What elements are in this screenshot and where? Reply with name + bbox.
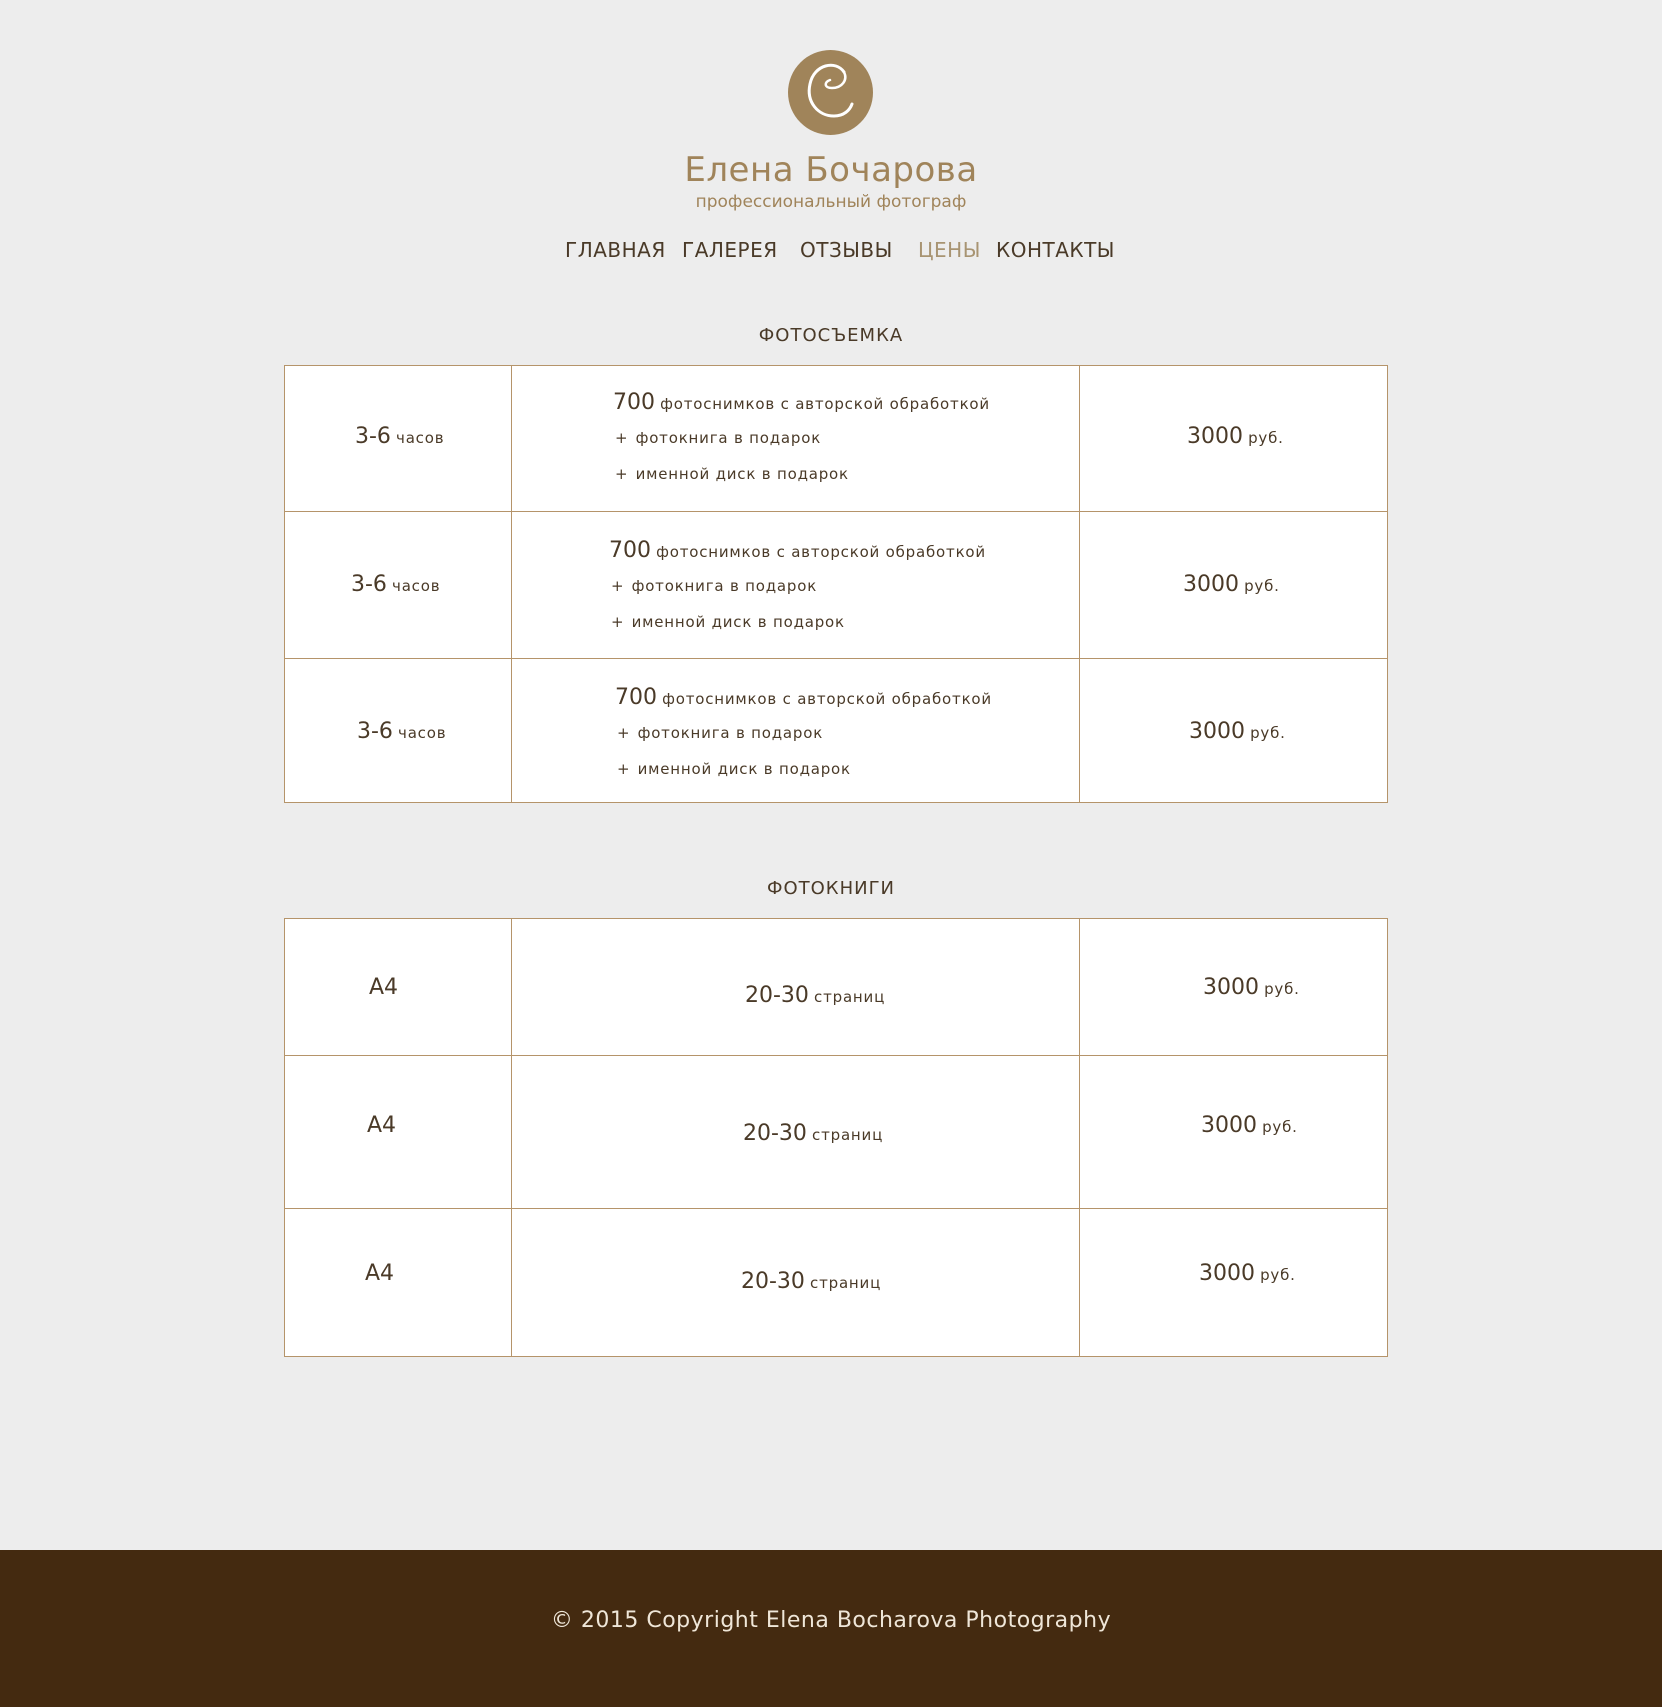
format-cell: А4 [365,1261,395,1286]
extra-line: + фотокнига в подарок [615,429,822,447]
nav-item-home[interactable]: ГЛАВНАЯ [565,238,666,262]
photoshoot-title: ФОТОСЪЕМКА [758,325,904,346]
table-row [285,659,1387,802]
pages-cell: 20-30 страниц [745,983,886,1008]
price-cell: 3000 руб. [1199,1261,1296,1286]
duration-cell: 3-6 часов [351,572,441,597]
extra-line: + фотокнига в подарок [617,724,824,742]
photobooks-table [284,918,1388,1357]
nav-item-contacts[interactable]: КОНТАКТЫ [996,238,1115,262]
nav-item-prices[interactable]: ЦЕНЫ [918,238,981,262]
logo-icon[interactable] [788,50,873,135]
extra-line: + фотокнига в подарок [611,577,818,595]
extra-line: + именной диск в подарок [617,760,851,778]
photoshoot-table [284,365,1388,803]
price-cell: 3000 руб. [1201,1113,1298,1138]
table-row [285,512,1387,659]
table-row [285,919,1387,1056]
format-cell: А4 [369,975,399,1000]
nav-item-reviews[interactable]: ОТЗЫВЫ [800,238,893,262]
table-row [285,1056,1387,1209]
brand-subtitle: профессиональный фотограф [695,192,967,212]
nav-item-gallery[interactable]: ГАЛЕРЕЯ [682,238,778,262]
format-cell: А4 [367,1113,397,1138]
duration-cell: 3-6 часов [357,719,447,744]
photobooks-title: ФОТОКНИГИ [766,878,896,899]
price-cell: 3000 руб. [1183,572,1280,597]
photos-line: 700 фотоснимков с авторской обработкой [615,685,992,710]
price-cell: 3000 руб. [1203,975,1300,1000]
duration-cell: 3-6 часов [355,424,445,449]
photos-line: 700 фотоснимков с авторской обработкой [609,538,986,563]
extra-line: + именной диск в подарок [615,465,849,483]
footer [0,1550,1662,1707]
copyright-text: © 2015 Copyright Elena Bocharova Photography [550,1608,1112,1633]
table-row [285,366,1387,512]
photos-line: 700 фотоснимков с авторской обработкой [613,390,990,415]
price-cell: 3000 руб. [1189,719,1286,744]
pages-cell: 20-30 страниц [741,1269,882,1294]
pages-cell: 20-30 страниц [743,1121,884,1146]
table-row [285,1209,1387,1356]
extra-line: + именной диск в подарок [611,613,845,631]
price-cell: 3000 руб. [1187,424,1284,449]
brand-name: Елена Бочарова [684,150,978,190]
main-nav [0,238,1662,268]
